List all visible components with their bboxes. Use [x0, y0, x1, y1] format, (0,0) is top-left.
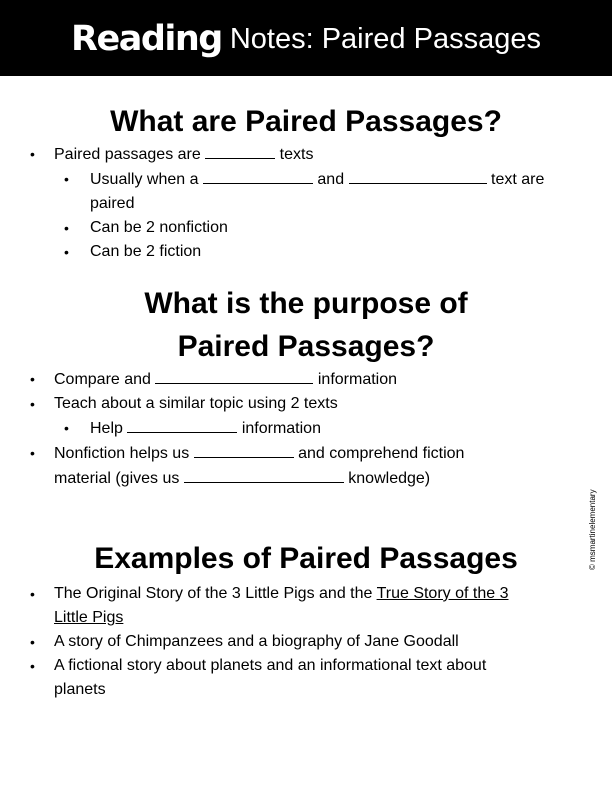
answer-blank	[349, 167, 487, 184]
book-title: Little Pigs	[54, 609, 124, 626]
text: text are	[491, 171, 545, 188]
section-title-examples: Examples of Paired Passages	[94, 542, 518, 575]
list-item	[28, 630, 588, 654]
list-item	[54, 216, 588, 240]
section2-list	[28, 367, 588, 491]
section1-list	[28, 142, 588, 264]
page-header	[0, 0, 612, 76]
section-title-what-are: What are Paired Passages?	[110, 105, 502, 138]
text: paired	[90, 195, 135, 212]
answer-blank	[155, 367, 313, 384]
section3-list	[28, 582, 588, 702]
text: material (gives us	[54, 470, 180, 487]
text: texts	[279, 146, 314, 163]
text: and comprehend fiction	[298, 445, 465, 462]
list-item	[28, 392, 588, 441]
text: Nonfiction helps us	[54, 445, 190, 462]
text: Paired passages are	[54, 146, 201, 163]
text: Compare and	[54, 371, 151, 388]
text: knowledge)	[348, 470, 431, 487]
title-line: Paired Passages?	[177, 330, 435, 363]
list-item	[54, 416, 588, 441]
text: Teach about a similar topic using 2 texts	[54, 395, 338, 412]
header-title-bold: Reading	[71, 19, 222, 59]
text: information	[241, 420, 321, 437]
list-item	[28, 142, 588, 264]
text: Can be 2 fiction	[90, 243, 202, 260]
answer-blank	[205, 142, 275, 159]
text: Can be 2 nonfiction	[90, 219, 228, 236]
text: Usually when a	[90, 171, 199, 188]
list-item	[54, 167, 588, 216]
list-item	[28, 367, 588, 392]
section-title-purpose	[0, 282, 612, 368]
title-line: What is the purpose of	[144, 287, 468, 320]
answer-blank	[194, 441, 294, 458]
text: A fictional story about planets and an informational text about	[54, 657, 487, 674]
text: A story of Chimpanzees and a biography of Jane Goodall	[54, 633, 459, 650]
list-item	[54, 240, 588, 264]
answer-blank	[203, 167, 313, 184]
answer-blank	[127, 416, 237, 433]
text: Help	[90, 420, 123, 437]
answer-blank	[184, 466, 344, 483]
copyright-notice: © msmartinelementary	[588, 489, 597, 570]
text: planets	[54, 681, 106, 698]
text: The Original Story of the 3 Little Pigs and the	[54, 585, 377, 602]
text: and	[317, 171, 345, 188]
book-title: True Story of the 3	[376, 585, 509, 602]
header-title-rest: Notes: Paired Passages	[229, 22, 541, 55]
list-item	[28, 582, 588, 630]
text: information	[317, 371, 398, 388]
list-item	[28, 441, 588, 491]
list-item	[28, 654, 588, 702]
